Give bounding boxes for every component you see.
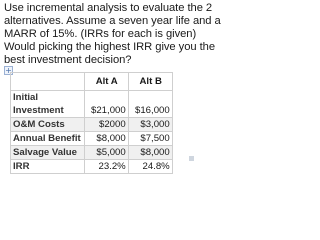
question-line: Would picking the highest IRR give you the	[4, 40, 215, 53]
alt-a-value: $5,000	[84, 146, 128, 160]
alt-b-value	[128, 91, 172, 105]
table-row	[11, 132, 173, 146]
alt-a-value	[84, 91, 128, 105]
header-blank-cell	[11, 73, 85, 91]
question-line: best investment decision?	[4, 53, 132, 66]
table-row	[11, 104, 173, 118]
question-line: MARR of 15%. (IRRs for each is given)	[4, 27, 197, 40]
question-line: Use incremental analysis to evaluate the 2	[4, 2, 213, 14]
row-label: O&M Costs	[11, 118, 85, 132]
alt-a-value: $2000	[84, 118, 128, 132]
alt-b-value: $16,000	[128, 104, 172, 118]
table-row	[11, 146, 173, 160]
row-label: Initial	[11, 91, 85, 105]
alt-a-value: 23.2%	[84, 160, 128, 174]
row-label: Annual Benefit	[11, 132, 85, 146]
alt-b-value: $3,000	[128, 118, 172, 132]
table-header-row	[11, 73, 173, 91]
row-label: IRR	[11, 160, 85, 174]
question-text	[4, 2, 221, 67]
question-line: alternatives. Assume a seven year life and a	[4, 14, 221, 27]
plus-move-icon[interactable]: +	[5, 66, 12, 75]
alt-b-value: $8,000	[128, 146, 172, 160]
row-label: Salvage Value	[11, 146, 85, 160]
header-alt-b: Alt B	[128, 73, 172, 91]
alternatives-table	[10, 72, 173, 174]
alt-b-value: $7,500	[128, 132, 172, 146]
resize-handle-icon[interactable]	[189, 156, 194, 161]
alt-a-value: $8,000	[84, 132, 128, 146]
table-row	[11, 91, 173, 105]
alt-b-value: 24.8%	[128, 160, 172, 174]
table-row	[11, 118, 173, 132]
alt-a-value: $21,000	[84, 104, 128, 118]
header-alt-a: Alt A	[84, 73, 128, 91]
row-label: Investment	[11, 104, 85, 118]
table-row	[11, 160, 173, 174]
